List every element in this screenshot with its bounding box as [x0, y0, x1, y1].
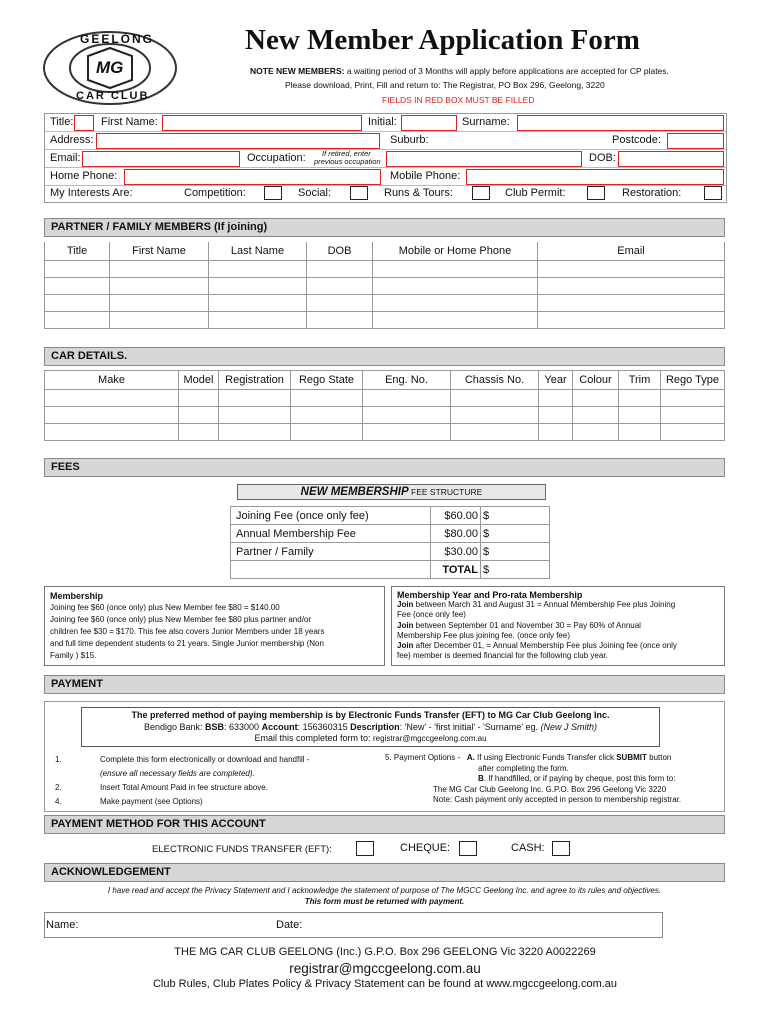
car-col-registration: Registration: [219, 371, 291, 390]
partner-cell[interactable]: [45, 311, 110, 328]
membership-line: Joining fee $60 (once only) plus New Member fee $80 = $140.00: [50, 603, 280, 612]
partner-cell[interactable]: [538, 260, 725, 277]
car-cell[interactable]: [179, 407, 219, 424]
partner-cell[interactable]: [209, 260, 307, 277]
partner-col-title: Title: [45, 242, 110, 260]
fee-amount: $60.00: [431, 507, 481, 525]
fee-structure-bold: NEW MEMBERSHIP: [300, 486, 409, 498]
partner-cell[interactable]: [45, 294, 110, 311]
partner-cell[interactable]: [209, 277, 307, 294]
membership-line: children fee $30 = $170. This fee also covers Junior Members under 18 years: [50, 627, 325, 636]
eft-checkbox[interactable]: [356, 841, 374, 856]
fee-total-row: [231, 561, 550, 579]
dob-label: DOB:: [589, 152, 616, 164]
dob-field[interactable]: [618, 151, 724, 167]
mobile-phone-field[interactable]: [466, 169, 724, 185]
initial-field[interactable]: [401, 115, 457, 131]
postcode-field[interactable]: [667, 133, 724, 149]
car-cell[interactable]: [539, 390, 573, 407]
partner-cell[interactable]: [307, 311, 373, 328]
restoration-label: Restoration:: [622, 187, 682, 199]
membership-line: and full time dependent students to 21 years. Single Junior membership (Non: [50, 639, 324, 648]
cash-label: CASH:: [511, 842, 545, 854]
fee-label: Partner / Family: [231, 543, 431, 561]
car-cell[interactable]: [291, 424, 363, 441]
payment-heading: PAYMENT: [44, 675, 725, 694]
method-heading: PAYMENT METHOD FOR THIS ACCOUNT: [44, 815, 725, 834]
email-line: Email this completed form to: registrar@mgccgeelong.com.au: [254, 733, 487, 743]
occupation-hint-1: If retired, enter: [322, 149, 371, 158]
car-cell[interactable]: [219, 390, 291, 407]
name-label: Name:: [46, 919, 79, 931]
address-label: Address:: [50, 134, 94, 146]
suburb-label: Suburb:: [390, 134, 429, 146]
car-col-year: Year: [539, 371, 573, 390]
car-col-rego-state: Rego State: [291, 371, 363, 390]
partner-cell[interactable]: [373, 260, 538, 277]
fee-label: Joining Fee (once only fee): [231, 507, 431, 525]
membership-line: Joining fee $60 (once only) plus New Member fee $80 plus partner and/or: [50, 615, 312, 624]
car-col-make: Make: [45, 371, 179, 390]
prorata-line: Fee (once only fee): [397, 610, 466, 620]
fee-label: [231, 561, 431, 579]
initial-label: Initial:: [368, 116, 397, 128]
fee-row: [231, 543, 550, 561]
fees-heading: FEES: [44, 458, 725, 477]
car-cell[interactable]: [363, 424, 451, 441]
car-row: [45, 424, 725, 441]
fee-paid-field[interactable]: $: [481, 543, 550, 561]
car-cell[interactable]: [45, 407, 179, 424]
car-cell[interactable]: [451, 424, 539, 441]
partner-cell[interactable]: [209, 311, 307, 328]
car-cell[interactable]: [573, 407, 619, 424]
car-col-eng-no: Eng. No.: [363, 371, 451, 390]
partner-col-phone: Mobile or Home Phone: [373, 242, 538, 260]
date-label: Date:: [276, 919, 303, 931]
partner-cell[interactable]: [45, 260, 110, 277]
home-phone-label: Home Phone:: [50, 170, 118, 182]
car-cell[interactable]: [619, 390, 661, 407]
cheque-checkbox[interactable]: [459, 841, 477, 856]
partner-cell[interactable]: [373, 311, 538, 328]
prorata-line: Join after December 01, = Annual Membership Fee plus Joining fee (once only: [397, 641, 677, 651]
car-cell[interactable]: [363, 407, 451, 424]
social-label: Social:: [298, 187, 332, 199]
partner-cell[interactable]: [373, 277, 538, 294]
partner-cell[interactable]: [538, 311, 725, 328]
social-checkbox[interactable]: [350, 186, 368, 200]
fee-row: [231, 525, 550, 543]
partner-col-first-name: First Name: [110, 242, 209, 260]
fee-total-field[interactable]: $: [481, 561, 550, 579]
club-permit-label: Club Permit:: [505, 187, 566, 199]
logo-top-text: GEELONG: [80, 32, 155, 46]
logo-bottom-text: CAR CLUB: [76, 90, 150, 102]
eft-line: The preferred method of paying membership is by Electronic Funds Transfer (EFT) to MG Car Club Geelong Inc.: [131, 710, 610, 720]
partner-cell[interactable]: [209, 294, 307, 311]
surname-field[interactable]: [517, 115, 724, 131]
email-field[interactable]: [82, 151, 240, 167]
car-col-chassis-no: Chassis No.: [451, 371, 539, 390]
club-permit-checkbox[interactable]: [587, 186, 605, 200]
ack-statement: I have read and accept the Privacy Statement and I acknowledge the statement of purpose of The MGCC Geelong Inc. and agree to its rules and objectives.: [107, 886, 662, 895]
car-cell[interactable]: [573, 424, 619, 441]
footer-rules[interactable]: Club Rules, Club Plates Policy & Privacy Statement can be found at www.mgccgeelong.com.au: [152, 978, 618, 990]
partner-table: [44, 242, 725, 329]
fee-total-label: TOTAL: [431, 561, 481, 579]
partner-col-email: Email: [538, 242, 725, 260]
prorata-box: [391, 586, 725, 666]
membership-line: Family ) $15.: [50, 651, 97, 660]
car-row: [45, 390, 725, 407]
fee-table: [230, 506, 550, 579]
fee-amount: $80.00: [431, 525, 481, 543]
car-cell[interactable]: [219, 407, 291, 424]
download-line: Please download, Print, Fill and return to: The Registrar, PO Box 296, Geelong, 3220: [285, 80, 605, 90]
car-cell[interactable]: [363, 390, 451, 407]
fee-label: Annual Membership Fee: [231, 525, 431, 543]
partner-cell[interactable]: [110, 311, 209, 328]
partner-cell[interactable]: [307, 294, 373, 311]
first-name-field[interactable]: [162, 115, 362, 131]
ack-returned: This form must be returned with payment.: [304, 897, 465, 906]
car-cell[interactable]: [539, 407, 573, 424]
date-field[interactable]: [308, 915, 658, 935]
cash-checkbox[interactable]: [552, 841, 570, 856]
prorata-line: Join between March 31 and August 31 = Annual Membership Fee plus Joining: [397, 600, 676, 610]
interests-label: My Interests Are:: [50, 187, 133, 199]
fee-amount: $30.00: [431, 543, 481, 561]
runs-tours-label: Runs & Tours:: [384, 187, 453, 199]
eft-info-box: [81, 707, 660, 747]
fee-structure-banner: [237, 484, 546, 500]
ack-heading: ACKNOWLEDGEMENT: [44, 863, 725, 882]
car-row: [45, 407, 725, 424]
car-cell[interactable]: [539, 424, 573, 441]
suburb-field[interactable]: [432, 133, 606, 149]
page-title: New Member Application Form: [245, 24, 640, 56]
partner-cell[interactable]: [110, 277, 209, 294]
car-cell[interactable]: [451, 407, 539, 424]
partner-cell[interactable]: [110, 294, 209, 311]
partner-cell[interactable]: [110, 260, 209, 277]
car-cell[interactable]: [179, 424, 219, 441]
title-field[interactable]: [74, 115, 94, 131]
membership-box: [44, 586, 385, 666]
name-field[interactable]: [82, 915, 272, 935]
surname-label: Surname:: [462, 116, 510, 128]
car-col-model: Model: [179, 371, 219, 390]
restoration-checkbox[interactable]: [704, 186, 722, 200]
car-cell[interactable]: [619, 407, 661, 424]
partner-cell[interactable]: [307, 277, 373, 294]
car-cell[interactable]: [573, 390, 619, 407]
note-bold: NOTE NEW MEMBERS:: [250, 66, 345, 76]
partner-cell[interactable]: [45, 277, 110, 294]
logo-center-text: MG: [96, 58, 124, 77]
prorata-line: Join between September 01 and November 30 = Pay 60% of Annual: [397, 620, 641, 630]
car-cell[interactable]: [291, 390, 363, 407]
runs-tours-checkbox[interactable]: [472, 186, 490, 200]
note-rest: a waiting period of 3 Months will apply before applications are accepted for CP plates.: [344, 66, 669, 76]
address-field[interactable]: [96, 133, 380, 149]
footer-email[interactable]: registrar@mgccgeelong.com.au: [289, 961, 481, 976]
car-col-rego-type: Rego Type: [661, 371, 725, 390]
title-label: Title:: [50, 116, 74, 128]
partner-row: [45, 294, 725, 311]
competition-checkbox[interactable]: [264, 186, 282, 200]
partner-cell[interactable]: [538, 294, 725, 311]
registrar-email-link[interactable]: registrar@mgccgeelong.com.au: [373, 734, 487, 743]
occupation-label: Occupation:: [247, 152, 306, 164]
car-cell[interactable]: [619, 424, 661, 441]
partner-row: [45, 311, 725, 328]
prorata-line: fee) member is deemed financial for the following club year.: [397, 651, 608, 661]
first-name-label: First Name:: [101, 116, 158, 128]
car-cell[interactable]: [45, 390, 179, 407]
payment-steps: 1. Complete this form electronically or download and handfill - (ensure all necessary fields are completed). 2. Insert Total Amount Paid in fee structure above. 4. Make payment (see Options): [55, 755, 310, 806]
occupation-hint-2: previous occupation: [314, 157, 381, 166]
mobile-phone-label: Mobile Phone:: [390, 170, 461, 182]
partner-cell[interactable]: [538, 277, 725, 294]
partner-row: [45, 277, 725, 294]
membership-title: Membership: [50, 591, 104, 601]
new-member-note: [250, 66, 669, 76]
red-fields-note: FIELDS IN RED BOX MUST BE FILLED: [382, 95, 535, 105]
car-cell[interactable]: [291, 407, 363, 424]
competition-label: Competition:: [184, 187, 246, 199]
partner-col-last-name: Last Name: [209, 242, 307, 260]
car-cell[interactable]: [661, 390, 725, 407]
fee-structure-rest: FEE STRUCTURE: [408, 487, 483, 497]
car-col-colour: Colour: [573, 371, 619, 390]
payment-options: 5. Payment Options - A. If using Electronic Funds Transfer click SUBMIT button after completing the form. B. If handfilled, or if paying by cheque, post this form to: The MG Car Club Geelong Inc. G.P.O. Box 296 Geelong Vic 3220 Note: Cash payment only accepted in person to membership registrar.: [385, 753, 682, 804]
car-cell[interactable]: [219, 424, 291, 441]
partner-heading: PARTNER / FAMILY MEMBERS (If joining): [44, 218, 725, 237]
partner-cell[interactable]: [373, 294, 538, 311]
fee-row: [231, 507, 550, 525]
car-cell[interactable]: [179, 390, 219, 407]
prorata-line: Membership Fee plus joining fee. (once only fee): [397, 630, 570, 640]
fee-paid-field[interactable]: $: [481, 507, 550, 525]
car-table: [44, 370, 725, 441]
footer-address: THE MG CAR CLUB GEELONG (Inc.) G.P.O. Box 296 GEELONG Vic 3220 A0022269: [174, 946, 596, 958]
postcode-label: Postcode:: [612, 134, 661, 146]
prorata-title: Membership Year and Pro-rata Membership: [397, 590, 583, 600]
bank-line: Bendigo Bank: BSB: 633000 Account: 156360315 Description: 'New' - 'first initial' - 'Surname' eg. (New J Smith): [143, 721, 598, 732]
eft-label: ELECTRONIC FUNDS TRANSFER (EFT):: [152, 844, 332, 855]
car-cell[interactable]: [661, 407, 725, 424]
home-phone-field[interactable]: [124, 169, 381, 185]
partner-row: [45, 260, 725, 277]
club-logo: [40, 28, 180, 108]
car-cell[interactable]: [451, 390, 539, 407]
partner-cell[interactable]: [307, 260, 373, 277]
car-cell[interactable]: [661, 424, 725, 441]
car-col-trim: Trim: [619, 371, 661, 390]
occupation-field[interactable]: [386, 151, 582, 167]
car-cell[interactable]: [45, 424, 179, 441]
partner-col-dob: DOB: [307, 242, 373, 260]
email-label: Email:: [50, 152, 81, 164]
car-heading: CAR DETAILS.: [44, 347, 725, 366]
fee-paid-field[interactable]: $: [481, 525, 550, 543]
cheque-label: CHEQUE:: [400, 842, 451, 854]
